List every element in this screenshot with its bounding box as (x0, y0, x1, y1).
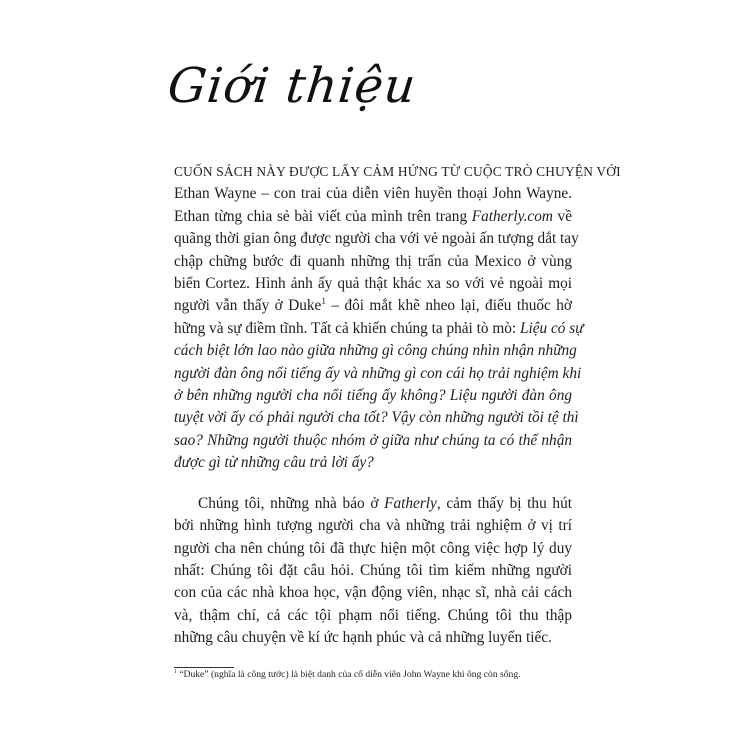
text-run: người vẫn thấy ở Duke (174, 297, 322, 315)
footnote-reference: 1 (321, 296, 326, 307)
text-line: nhất: Chúng tôi đặt câu hỏi. Chúng tôi tìm kiếm những người (174, 561, 572, 579)
body-text (174, 161, 621, 650)
italic-question-line: sao? Những người thuộc nhóm ở giữa như chúng ta có thể nhận (174, 431, 572, 449)
text-line: con của các nhà khoa học, vận động viên, nhạc sĩ, nhà cải cách (174, 584, 572, 602)
publication-name: Fatherly (384, 494, 437, 512)
website-name: Fatherly.com (471, 207, 553, 225)
italic-question-line: được gì từ những câu trả lời ấy? (174, 454, 374, 472)
footnote-marker: 1 (174, 668, 177, 675)
text-line (174, 295, 572, 317)
footnote-divider (174, 667, 234, 668)
italic-question-line: người đàn ông nổi tiếng ấy và những gì con cái họ trải nghiệm khi (174, 364, 582, 382)
italic-question: Liệu có sự (519, 319, 584, 337)
text-line: người cha nên chúng tôi đã thực hiện một công việc hợp lý duy (174, 539, 572, 557)
italic-question-line: ở bên những người cha nổi tiếng ấy không? Liệu người đàn ông (174, 387, 572, 405)
text-line: bởi những hình tượng người cha và những trải nghiệm ở vị trí (174, 517, 572, 535)
footnote-text: “Duke” (nghĩa là công tước) là biệt danh của cố diễn viên John Wayne khi ông còn sống. (176, 669, 521, 680)
text-run: về (552, 207, 572, 225)
text-line: và, thậm chí, cả các tội phạm nổi tiếng. Chúng tôi thu thập (174, 606, 572, 624)
text-line: quãng thời gian ông được người cha với vẻ ngoài ấn tượng dắt tay (174, 230, 579, 248)
text-line: Ethan Wayne – con trai của diễn viên huyền thoại John Wayne. (174, 185, 572, 203)
text-line: chập chững bước đi quanh những thị trấn của Mexico ở vùng (174, 252, 572, 270)
text-line: biển Cortez. Hình ảnh ấy quả thật khác xa so với vẻ ngoài mọi (174, 275, 572, 293)
paragraph-2 (174, 493, 572, 650)
italic-question-line: tuyệt vời ấy có phải người cha tốt? Vậy còn những người tồi tệ thì (174, 409, 579, 427)
italic-question-line: cách biệt lớn lao nào giữa những gì công chúng nhìn nhận những (174, 342, 577, 360)
text-line: CUỐN SÁCH NÀY ĐƯỢC LẤY CẢM HỨNG TỪ CUỘC TRÒ CHUYỆN VỚI (174, 164, 621, 179)
text-line (174, 493, 572, 515)
text-run: Chúng tôi, những nhà báo ở (198, 494, 385, 512)
text-run: hững và sự điềm tĩnh. Tất cả khiến chúng ta phải tò mò: (174, 319, 520, 337)
text-run: , cảm thấy bị thu hút (436, 494, 572, 512)
chapter-title: Giới thiệu (165, 58, 420, 114)
text-run: – đôi mắt khẽ nheo lại, điếu thuốc hờ (325, 297, 572, 315)
text-line (174, 318, 584, 340)
paragraph-1 (174, 161, 621, 475)
text-line (174, 206, 572, 228)
text-line: những câu chuyện về kí ức hạnh phúc và cả những luyến tiếc. (174, 629, 552, 647)
footnote (174, 669, 574, 681)
text-run: Ethan từng chia sẻ bài viết của mình trên trang (174, 207, 472, 225)
